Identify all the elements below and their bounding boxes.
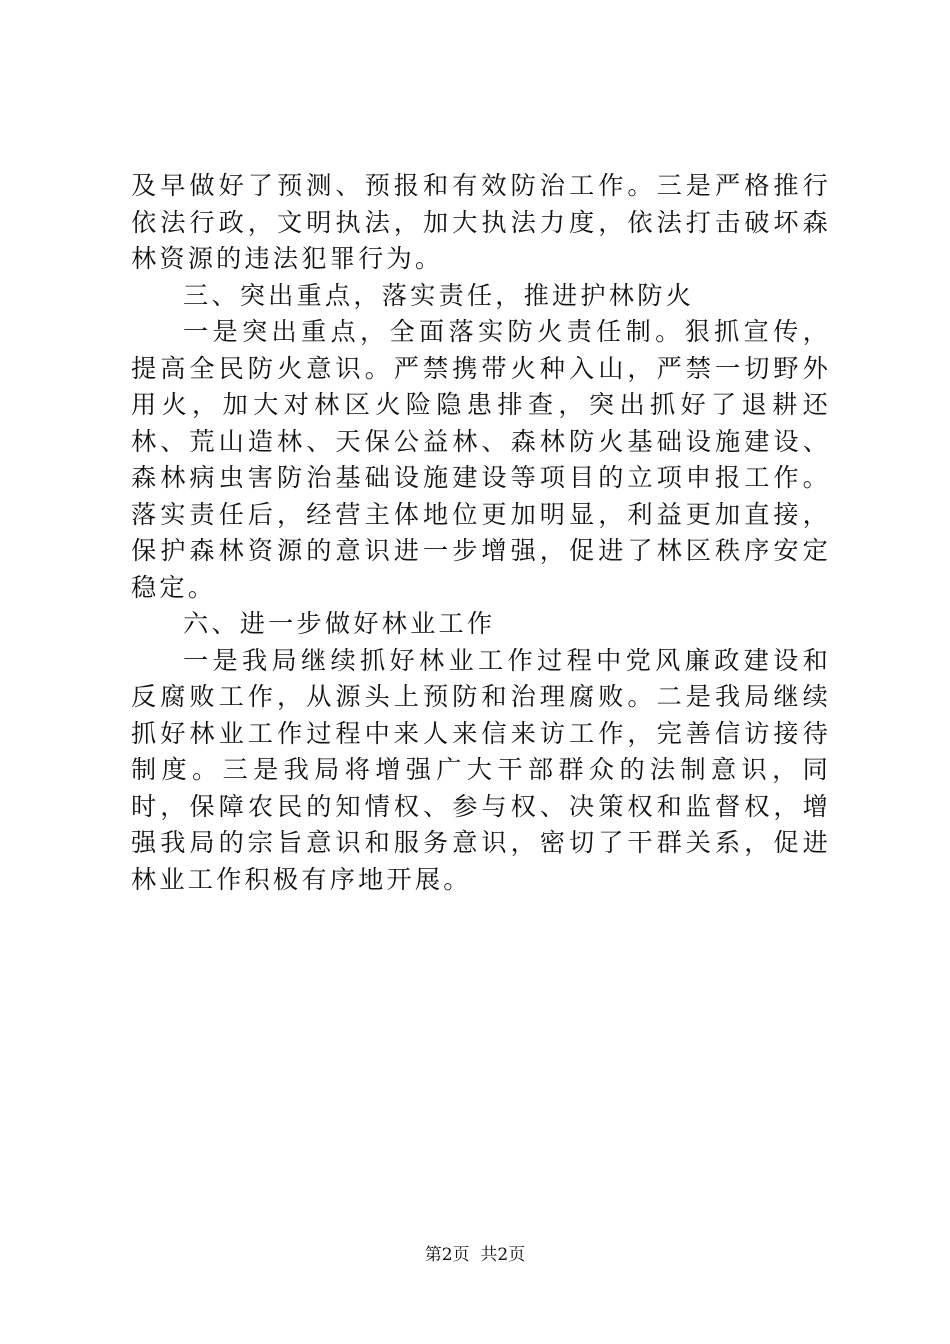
- document-body: [131, 168, 831, 898]
- paragraph-forestry-work: 一是我局继续抓好林业工作过程中党风廉政建设和反腐败工作，从源头上预防和治理腐败。二是我局继续抓好林业工作过程中来人来信来访工作，完善信访接待制度。三是我局将增强广大干部群众的法制意识，同时，保障农民的知情权、参与权、决策权和监督权，增强我局的宗旨意识和服务意识，密切了干群关系，促进林业工作积极有序地开展。: [131, 645, 831, 894]
- paragraph-continuation: 及早做好了预测、预报和有效防治工作。三是严格推行依法行政，文明执法，加大执法力度，依法打击破坏森林资源的违法犯罪行为。: [131, 171, 831, 273]
- page-footer: [0, 1243, 950, 1267]
- section-heading-six: 六、进一步做好林业工作: [183, 609, 496, 638]
- section-heading-three: 三、突出重点，落实责任，推进护林防火: [183, 280, 694, 310]
- paragraph-fire-prevention: 一是突出重点，全面落实防火责任制。狠抓宣传，提高全民防火意识。严禁携带火种入山，严禁一切野外用火，加大对林区火险隐患排查，突出抓好了退耕还林、荒山造林、天保公益林、森林防火基础设施建设、森林病虫害防治基础设施建设等项目的立项申报工作。落实责任后，经营主体地位更加明显，利益更加直接，保护森林资源的意识进一步增强，促进了林区秩序安定稳定。: [131, 317, 831, 602]
- page-number-label: 第2页 共2页: [424, 1245, 526, 1265]
